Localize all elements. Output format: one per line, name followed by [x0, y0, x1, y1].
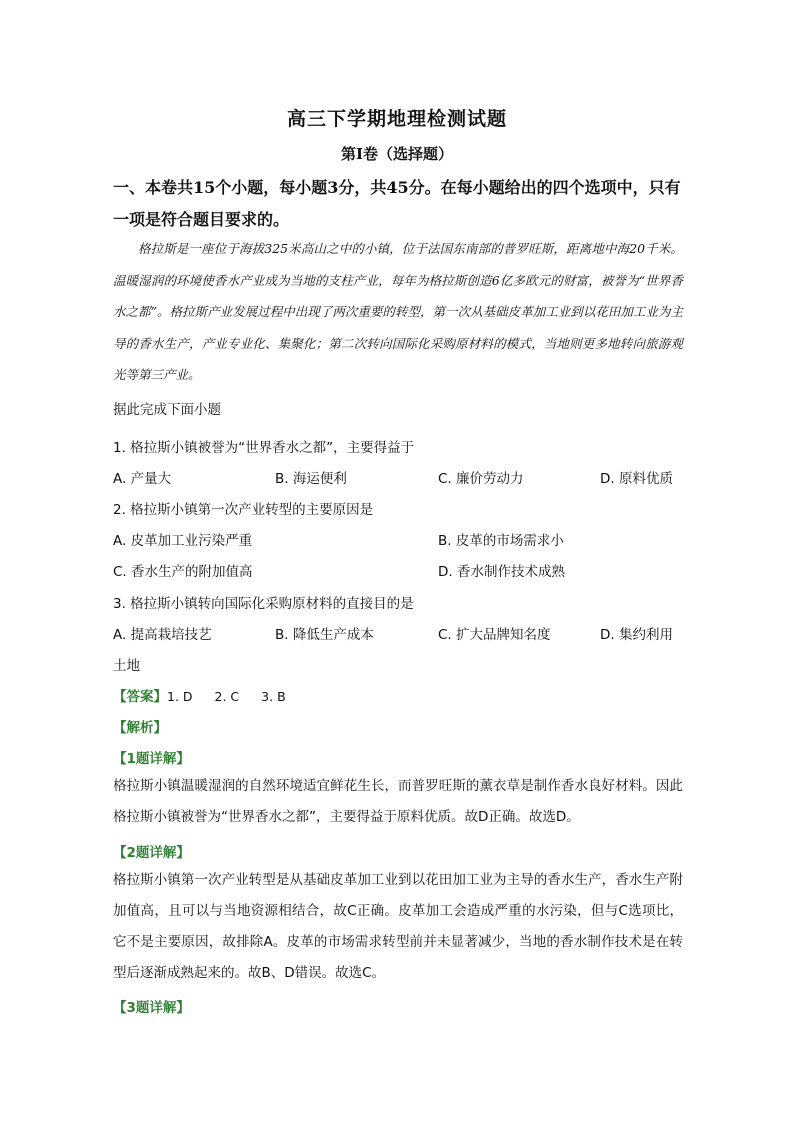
question-2-option-c: C. 香水生产的附加值高 — [113, 564, 253, 580]
question-2-stem: 2. 格拉斯小镇第一次产业转型的主要原因是 — [113, 502, 374, 518]
answer-label: 【答案】 — [113, 689, 167, 705]
question-3-option-b: B. 降低生产成本 — [275, 627, 374, 643]
reading-passage: 格拉斯是一座位于海拔325米高山之中的小镇，位于法国东南部的普罗旺斯，距离地中海20千米。温暖湿润的环境使香水产业成为当地的支柱产业，每年为格拉斯创造6亿多欧元的财富，被誉为“世界香水之都”。格拉斯产业发展过程中出现了两次重要的转型，第一次从基础皮革加工业到以花田加工业为主导的香水生产，产业专业化、集聚化；第二次转向国际化采购原材料的模式，当地则更多地转向旅游观光等第三产业。 — [113, 241, 683, 382]
answer-2: 2. C — [214, 689, 240, 704]
question-3-option-a: A. 提高栽培技艺 — [113, 627, 212, 643]
page-title: 高三下学期地理检测试题 — [286, 108, 507, 130]
instruction-text: 据此完成下面小题 — [113, 402, 221, 418]
section-header: 一、本卷共15个小题，每小题3分，共45分。在每小题给出的四个选项中，只有一项是符合题目要求的。 — [113, 178, 681, 229]
detail-2-text: 格拉斯小镇第一次产业转型是从基础皮革加工业到以花田加工业为主导的香水生产，香水生产附加值高，且可以与当地资源相结合，故C正确。皮革加工会造成严重的水污染，但与C选项比，它不是主要原因，故排除A。皮革的市场需求转型前并未显著减少，当地的香水制作技术是在转型后逐渐成熟起来的。故B、D错误。故选C。 — [113, 872, 683, 981]
detail-3-label: 【3题详解】 — [113, 1000, 190, 1016]
question-2-option-d: D. 香水制作技术成熟 — [438, 564, 565, 580]
question-2-option-a: A. 皮革加工业污染严重 — [113, 533, 253, 549]
question-1-option-a: A. 产量大 — [113, 471, 172, 487]
question-1-option-b: B. 海运便利 — [275, 471, 347, 487]
detail-1-text: 格拉斯小镇温暖湿润的自然环境适宜鲜花生长，而普罗旺斯的薰衣草是制作香水良好材料。因此格拉斯小镇被誉为“世界香水之都”，主要得益于原料优质。故D正确。故选D。 — [113, 778, 683, 825]
question-3-option-d-wrap: 土地 — [113, 658, 140, 674]
analysis-label: 【解析】 — [113, 720, 167, 736]
question-1-stem: 1. 格拉斯小镇被誉为“世界香水之都”，主要得益于 — [113, 440, 415, 456]
question-2-option-b: B. 皮革的市场需求小 — [438, 533, 564, 549]
paper-subtitle: 第Ⅰ卷（选择题） — [340, 145, 454, 163]
detail-2-label: 【2题详解】 — [113, 845, 190, 861]
answer-line — [113, 685, 308, 705]
detail-1-label: 【1题详解】 — [113, 751, 190, 767]
question-3-option-c: C. 扩大品牌知名度 — [438, 627, 551, 643]
answer-3: 3. B — [261, 689, 286, 704]
question-1-option-d: D. 原料优质 — [600, 471, 673, 487]
answer-1: 1. D — [167, 689, 193, 704]
question-3-option-d: D. 集约利用 — [600, 627, 673, 643]
question-3-stem: 3. 格拉斯小镇转向国际化采购原材料的直接目的是 — [113, 596, 414, 612]
question-1-option-c: C. 廉价劳动力 — [438, 471, 524, 487]
